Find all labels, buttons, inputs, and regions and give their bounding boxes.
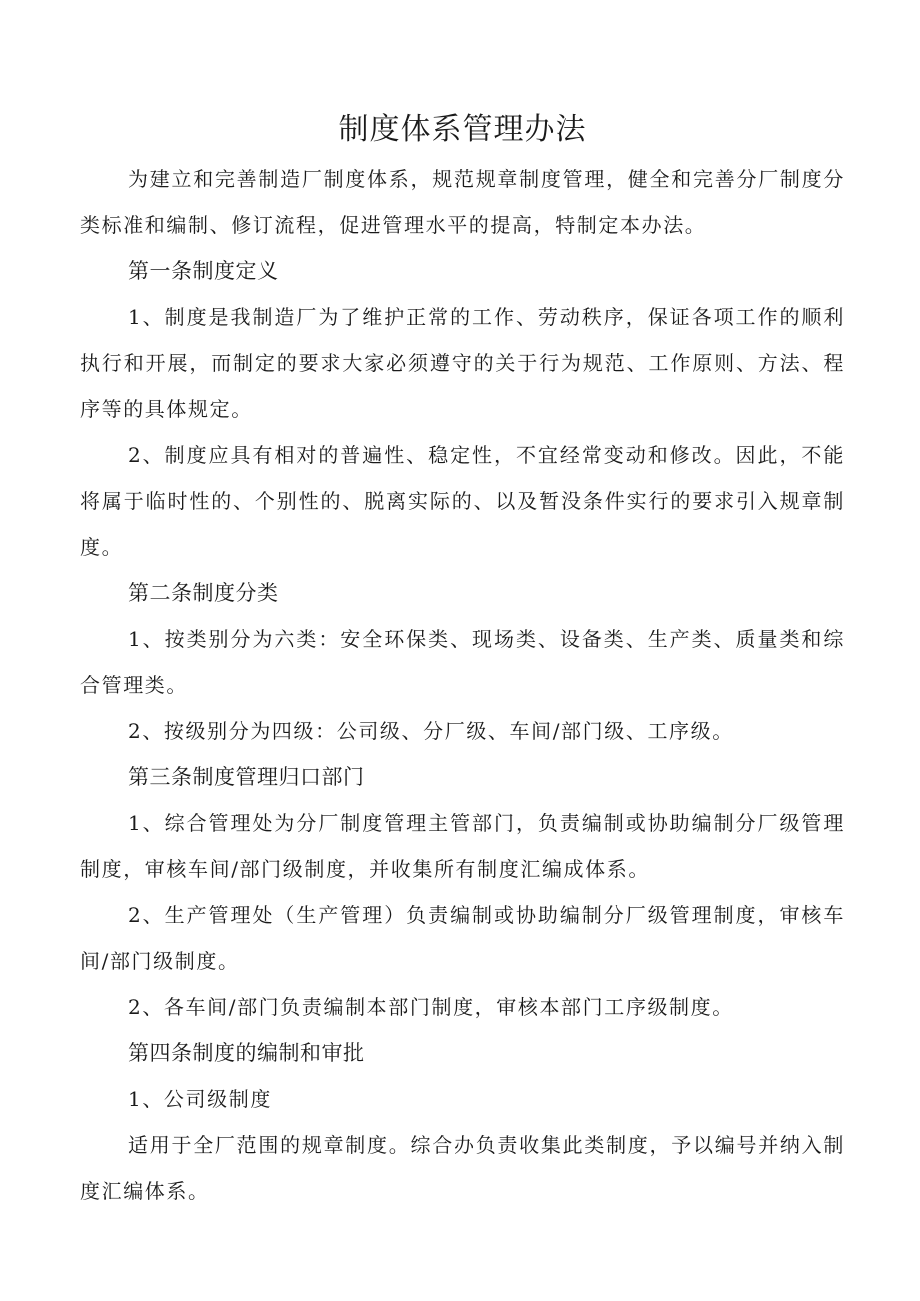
article-4-paragraph-2: 适用于全厂范围的规章制度。综合办负责收集此类制度，予以编号并纳入制度汇编体系。 <box>80 1133 845 1203</box>
article-1-paragraph-2: 2、制度应具有相对的普遍性、稳定性，不宜经常变动和修改。因此，不能将属于临时性的、个别性的、脱离实际的、以及暂没条件实行的要求引入规章制度。 <box>80 443 845 559</box>
article-2-paragraph-1: 1、按类别分为六类：安全环保类、现场类、设备类、生产类、质量类和综合管理类。 <box>80 627 845 697</box>
document-title: 制度体系管理办法 <box>338 112 587 147</box>
article-2-heading: 第二条制度分类 <box>128 581 279 605</box>
article-1-heading: 第一条制度定义 <box>128 259 279 283</box>
article-3-heading: 第三条制度管理归口部门 <box>128 765 365 789</box>
document-page <box>80 108 845 1214</box>
article-4-paragraph-1: 1、公司级制度 <box>128 1087 272 1111</box>
article-2-paragraph-2: 2、按级别分为四级：公司级、分厂级、车间/部门级、工序级。 <box>128 719 734 743</box>
article-3-paragraph-3: 2、各车间/部门负责编制本部门制度，审核本部门工序级制度。 <box>128 995 734 1019</box>
intro-paragraph: 为建立和完善制造厂制度体系，规范规章制度管理，健全和完善分厂制度分类标准和编制、修订流程，促进管理水平的提高，特制定本办法。 <box>80 167 845 237</box>
article-4-heading: 第四条制度的编制和审批 <box>128 1041 365 1065</box>
article-1-paragraph-1: 1、制度是我制造厂为了维护正常的工作、劳动秩序，保证各项工作的顺利执行和开展，而制定的要求大家必须遵守的关于行为规范、工作原则、方法、程序等的具体规定。 <box>80 305 845 421</box>
article-3-paragraph-1: 1、综合管理处为分厂制度管理主管部门，负责编制或协助编制分厂级管理制度，审核车间/部门级制度，并收集所有制度汇编成体系。 <box>80 811 845 881</box>
article-3-paragraph-2: 2、生产管理处（生产管理）负责编制或协助编制分厂级管理制度，审核车间/部门级制度。 <box>80 903 845 973</box>
